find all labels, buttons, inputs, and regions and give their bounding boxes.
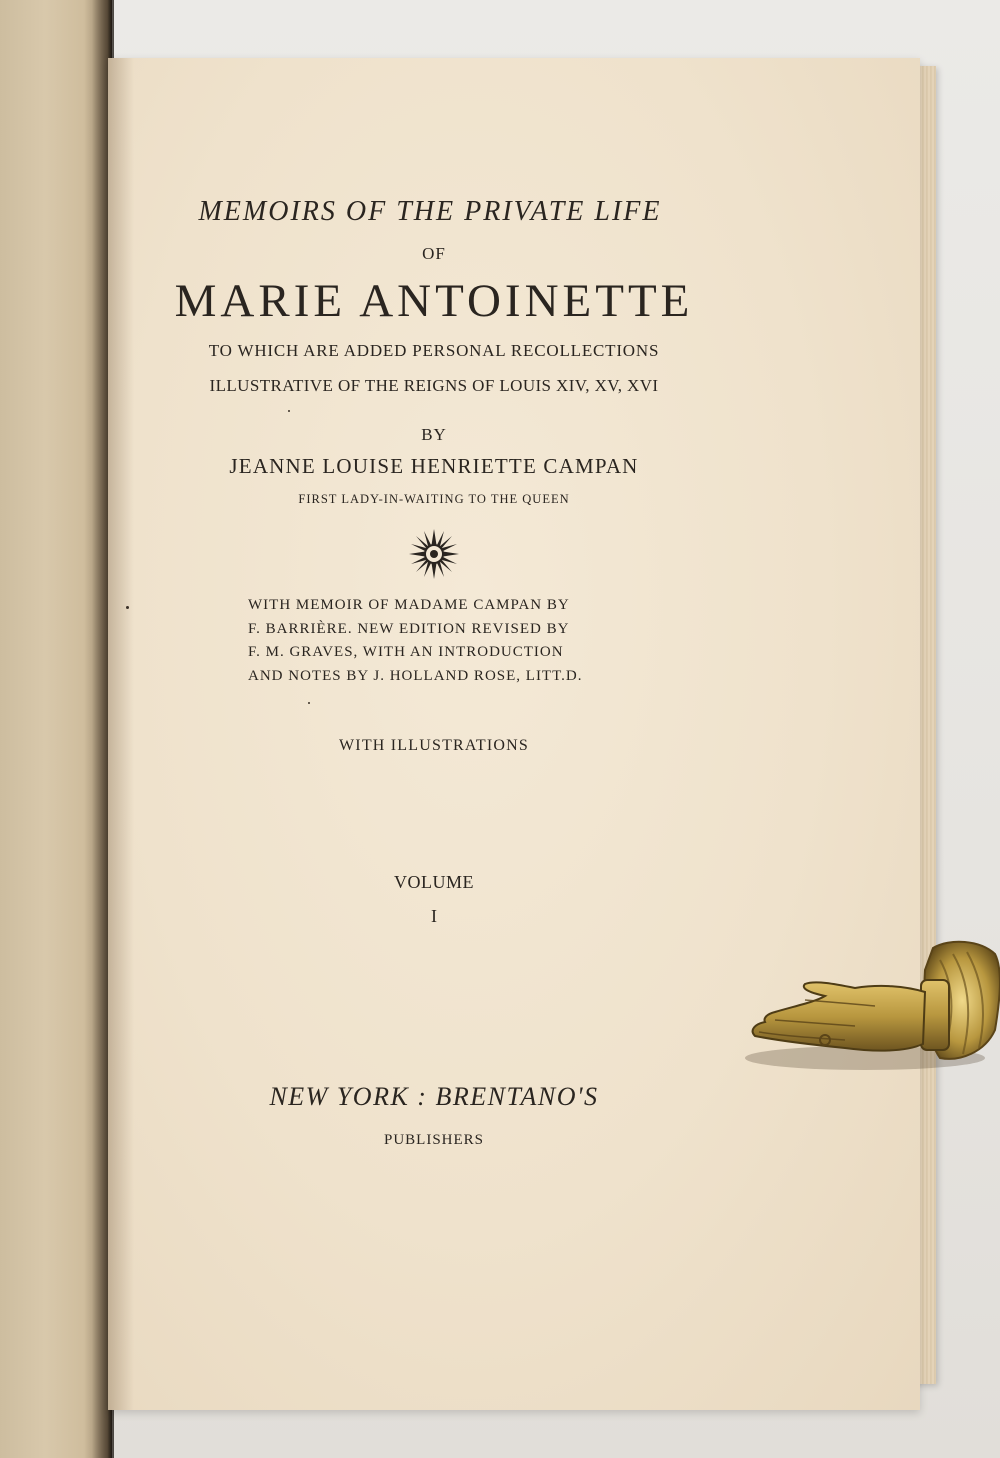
subtitle-line-1: TO WHICH ARE ADDED PERSONAL RECOLLECTIONS <box>208 341 660 360</box>
imprint: NEW YORK : BRENTANO'S <box>269 1082 599 1111</box>
publisher-label: PUBLISHERS <box>383 1132 485 1148</box>
paper-speck <box>288 410 290 412</box>
memoir-line: F. BARRIÈRE. NEW EDITION REVISED BY <box>248 620 570 637</box>
memoir-credits <box>248 594 628 688</box>
subtitle-line-2: ILLUSTRATIVE OF THE REIGNS OF LOUIS XIV, XV, XVI <box>209 376 659 395</box>
title-italic: MEMOIRS OF THE PRIVATE LIFE <box>198 196 662 227</box>
sunburst-ornament-icon <box>408 528 460 580</box>
illustrations-note: WITH ILLUSTRATIONS <box>338 737 530 754</box>
title-of: OF <box>422 244 446 263</box>
paper-speck <box>126 606 129 609</box>
volume-label: VOLUME <box>394 872 474 892</box>
page-gutter <box>108 58 134 1410</box>
paper-speck <box>308 702 310 704</box>
title-page <box>108 58 920 1410</box>
by-line: BY <box>421 425 447 444</box>
volume-number: I <box>431 906 437 926</box>
author-name: JEANNE LOUISE HENRIETTE CAMPAN <box>229 454 639 478</box>
brass-hand-clip-icon <box>745 940 1000 1080</box>
author-title: FIRST LADY-IN-WAITING TO THE QUEEN <box>298 492 570 506</box>
title-main: MARIE ANTOINETTE <box>174 275 694 327</box>
memoir-line: WITH MEMOIR OF MADAME CAMPAN BY <box>248 597 570 613</box>
memoir-line: F. M. GRAVES, WITH AN INTRODUCTION <box>248 644 564 660</box>
memoir-line: AND NOTES BY J. HOLLAND ROSE, LITT.D. <box>248 667 583 684</box>
